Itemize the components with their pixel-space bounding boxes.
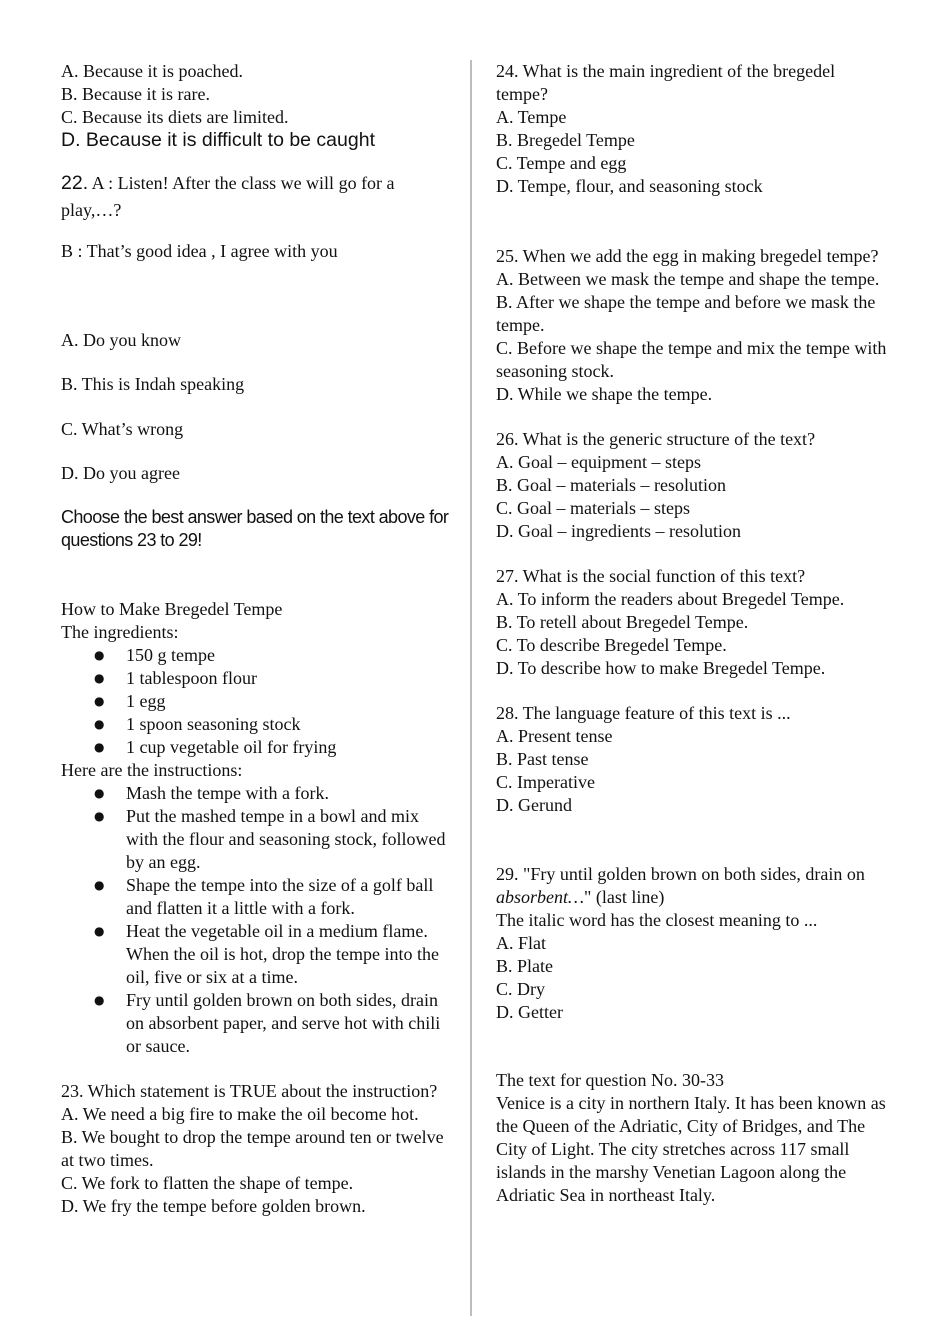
question-27 (496, 565, 888, 680)
list-item: ● 1 egg (61, 690, 451, 713)
list-item: ● Heat the vegetable oil in a medium flame. When the oil is hot, drop the tempe into the oil, five or six at a time. (61, 920, 451, 989)
question-text (496, 863, 888, 909)
list-item: ● 1 spoon seasoning stock (61, 713, 451, 736)
option: A. We need a big fire to make the oil become hot. (61, 1104, 419, 1124)
question-29 (496, 863, 888, 1024)
left-column (61, 60, 451, 1218)
list-item: ● 1 cup vegetable oil for frying (61, 736, 451, 759)
option: B. Plate (496, 956, 553, 976)
question-number: 22. (61, 172, 89, 194)
question-prompt: The italic word has the closest meaning to ... (496, 910, 818, 930)
steps-heading: Here are the instructions: (61, 760, 243, 780)
ingredients-heading: The ingredients: (61, 622, 179, 642)
passage-heading: The text for question No. 30-33 (496, 1070, 724, 1090)
q21-options (61, 60, 451, 152)
section-instruction: Choose the best answer based on the text above for questions 23 to 29! (61, 507, 449, 550)
option: C. We fork to flatten the shape of tempe. (61, 1173, 354, 1193)
passage-text: Venice is a city in northern Italy. It has been known as the Queen of the Adriatic, City of Bridges, and The City of Light. The city stretches across 117 small islands in the marshy Venetian Lagoon along the Adriatic Sea in northeast Italy. (496, 1093, 886, 1205)
recipe-title: How to Make Bregedel Tempe (61, 599, 283, 619)
option: D. Goal – ingredients – resolution (496, 521, 741, 541)
option: D. Getter (496, 1002, 563, 1022)
option: C. Because its diets are limited. (61, 107, 289, 127)
option: B. To retell about Bregedel Tempe. (496, 612, 749, 632)
italic-word: absorbent… (496, 887, 585, 907)
option: A. Flat (496, 933, 547, 953)
option: A. To inform the readers about Bregedel Tempe. (496, 589, 845, 609)
question-text: 25. When we add the egg in making bregedel tempe? (496, 246, 879, 266)
option: C. Tempe and egg (496, 153, 627, 173)
list-item: ● Fry until golden brown on both sides, drain on absorbent paper, and serve hot with chili or sauce. (61, 989, 451, 1058)
list-item: ● 150 g tempe (61, 644, 451, 667)
option: D. Because it is difficult to be caught (61, 129, 375, 151)
question-22 (61, 170, 451, 224)
steps-list (61, 782, 451, 1058)
option: B. Past tense (496, 749, 589, 769)
question-text-part: 29. "Fry until golden brown on both sides, drain on (496, 864, 865, 884)
option: C. What’s wrong (61, 419, 184, 439)
option: A. Between we mask the tempe and shape the tempe. (496, 269, 880, 289)
option: D. While we shape the tempe. (496, 384, 713, 404)
option: B. Goal – materials – resolution (496, 475, 726, 495)
q22-options (61, 329, 451, 485)
column-divider (470, 60, 472, 1316)
option: C. To describe Bregedel Tempe. (496, 635, 727, 655)
option: A. Do you know (61, 330, 181, 350)
option: A. Goal – equipment – steps (496, 452, 701, 472)
option: B. After we shape the tempe and before we mask the tempe. (496, 292, 876, 335)
dialogue-line-a: A : Listen! After the class we will go for a play,…? (61, 173, 395, 220)
recipe-text (61, 598, 451, 1058)
question-25 (496, 245, 888, 406)
option: B. Bregedel Tempe (496, 130, 635, 150)
option: B. Because it is rare. (61, 84, 210, 104)
list-item: ● Mash the tempe with a fork. (61, 782, 451, 805)
option: D. Tempe, flour, and seasoning stock (496, 176, 763, 196)
question-26 (496, 428, 888, 543)
question-text: 23. Which statement is TRUE about the instruction? (61, 1081, 438, 1101)
option: A. Tempe (496, 107, 567, 127)
option: B. We bought to drop the tempe around ten or twelve at two times. (61, 1127, 444, 1170)
option: C. Goal – materials – steps (496, 498, 690, 518)
question-28 (496, 702, 888, 817)
right-column (496, 60, 888, 1207)
question-text-part: " (last line) (584, 887, 665, 907)
option: C. Imperative (496, 772, 595, 792)
option: A. Present tense (496, 726, 613, 746)
question-text: 24. What is the main ingredient of the bregedel tempe? (496, 61, 836, 104)
option: D. Gerund (496, 795, 572, 815)
question-text: 26. What is the generic structure of the text? (496, 429, 816, 449)
option: C. Dry (496, 979, 545, 999)
question-text: 27. What is the social function of this text? (496, 566, 806, 586)
reading-passage (496, 1069, 888, 1207)
option: D. To describe how to make Bregedel Tempe. (496, 658, 826, 678)
option: C. Before we shape the tempe and mix the tempe with seasoning stock. (496, 338, 887, 381)
question-24 (496, 60, 888, 198)
list-item: ● Shape the tempe into the size of a golf ball and flatten it a little with a fork. (61, 874, 451, 920)
list-item: ● Put the mashed tempe in a bowl and mix with the flour and seasoning stock, followed by an egg. (61, 805, 451, 874)
question-text: 28. The language feature of this text is ... (496, 703, 791, 723)
question-23 (61, 1080, 451, 1218)
list-item: ● 1 tablespoon flour (61, 667, 451, 690)
option: B. This is Indah speaking (61, 374, 245, 394)
ingredients-list (61, 644, 451, 759)
option: A. Because it is poached. (61, 61, 243, 81)
option: D. We fry the tempe before golden brown. (61, 1196, 366, 1216)
option: D. Do you agree (61, 463, 180, 483)
dialogue-line-b: B : That’s good idea , I agree with you (61, 241, 338, 261)
